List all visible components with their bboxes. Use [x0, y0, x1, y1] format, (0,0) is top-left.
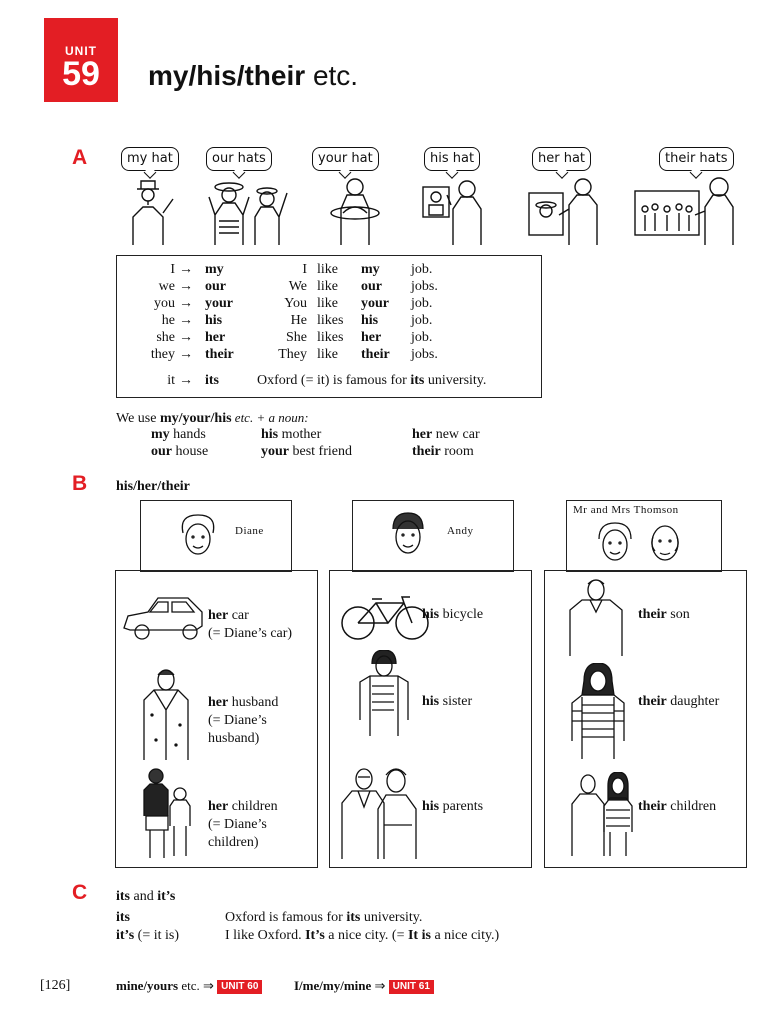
usage-text: mother — [278, 427, 322, 442]
item-text: children — [666, 799, 717, 814]
usage-intro-bold: my/your/his — [159, 411, 232, 426]
item-text: children — [228, 799, 278, 814]
pronoun-table — [116, 255, 542, 398]
object: job. — [411, 330, 433, 345]
item-bold: his — [422, 694, 440, 709]
pronoun: she — [156, 330, 175, 345]
its-term — [116, 910, 130, 926]
its-example-sentence — [225, 910, 422, 926]
usage-example — [412, 444, 474, 460]
pronoun: they — [150, 347, 175, 362]
its-example — [257, 372, 486, 390]
object: job. — [411, 313, 433, 328]
usage-bold: my — [151, 427, 170, 442]
cross-reference-2[interactable] — [294, 978, 434, 994]
andy-item-parents — [422, 798, 483, 816]
unit-label: UNIT — [65, 44, 97, 58]
section-b-letter: B — [72, 472, 88, 495]
item-text: parents — [439, 799, 484, 814]
usage-bold: our — [151, 444, 172, 459]
table-row — [117, 278, 537, 296]
subject: She — [286, 330, 307, 345]
verb: like — [317, 296, 338, 311]
sentence-bold: It is — [407, 928, 431, 943]
pronoun: you — [154, 296, 175, 311]
usage-text: room — [440, 444, 474, 459]
diane-label: Diane — [235, 525, 264, 537]
person-holding-hat-illustration — [331, 179, 379, 245]
subject: They — [278, 347, 307, 362]
heading-bold: it’s — [157, 889, 176, 904]
verb: like — [317, 262, 338, 277]
bubble-her-hat: her hat — [532, 147, 591, 171]
page-title — [148, 60, 358, 92]
item-bold: their — [638, 799, 667, 814]
bubble-his-hat: his hat — [424, 147, 480, 171]
possessive: my — [205, 262, 224, 277]
usage-intro-pre: We use — [116, 411, 160, 426]
possessive: his — [205, 313, 223, 328]
title-bold: my/his/their — [148, 60, 306, 91]
ref-rest: ⇒ — [371, 978, 386, 993]
possessive: our — [205, 279, 226, 294]
item-bold: his — [422, 799, 440, 814]
item-text: daughter — [666, 694, 720, 709]
sentence-mid: a nice city. (= — [324, 928, 408, 943]
arrow: → — [179, 296, 193, 311]
verb: like — [317, 347, 338, 362]
verb: likes — [317, 330, 344, 345]
object: job. — [411, 296, 433, 311]
sister-illustration — [354, 650, 412, 740]
thomson-namebox — [566, 500, 722, 572]
section-c-heading — [116, 889, 175, 905]
example-possessive: his — [361, 313, 379, 328]
thomson-label: Mr and Mrs Thomson — [573, 504, 679, 516]
example-possessive: our — [361, 279, 382, 294]
andy-namebox — [352, 500, 514, 572]
bicycle-illustration — [338, 593, 432, 643]
usage-example — [261, 427, 321, 443]
item-bold: her — [208, 695, 229, 710]
item-bold: their — [638, 694, 667, 709]
subject: We — [288, 279, 307, 294]
item-note: (= Diane’s children) — [208, 817, 267, 850]
diane-item-children — [208, 798, 308, 852]
item-text: son — [666, 607, 690, 622]
item-text: car — [228, 608, 249, 623]
unit-number: 59 — [62, 55, 100, 93]
usage-text: hands — [169, 427, 206, 442]
item-bold: her — [208, 799, 229, 814]
ref-bold: I/me/my/mine — [294, 978, 372, 993]
term-bold: its — [116, 910, 130, 925]
usage-bold: their — [412, 444, 441, 459]
andy-face-illustration — [385, 509, 431, 567]
man-with-picture-illustration — [423, 181, 481, 245]
cross-reference-1[interactable] — [116, 978, 262, 994]
usage-example — [261, 444, 352, 460]
possessive: her — [205, 330, 226, 345]
diane-face-illustration — [175, 511, 221, 567]
andy-label: Andy — [447, 525, 474, 537]
table-row — [117, 295, 537, 313]
arrow: → — [179, 330, 193, 345]
usage-intro — [116, 410, 309, 427]
sentence-bold: It’s — [305, 928, 325, 943]
usage-example — [412, 427, 480, 443]
item-note: (= Diane’s husband) — [208, 713, 267, 746]
its-example-bold: its — [410, 373, 425, 388]
arrow: → — [179, 347, 193, 362]
possessive: your — [205, 296, 233, 311]
pronoun: I — [170, 262, 175, 277]
thomson-children-illustration — [566, 772, 640, 858]
andy-item-bicycle — [422, 606, 483, 624]
bubble-your-hat: your hat — [312, 147, 379, 171]
possessive: its — [205, 373, 219, 388]
section-b-heading: his/her/their — [116, 479, 190, 494]
sentence-post: a nice city.) — [430, 928, 500, 943]
subject: You — [284, 296, 307, 311]
section-a-letter: A — [72, 146, 88, 169]
section-c-letter: C — [72, 881, 88, 904]
ref-bold: mine/yours — [116, 978, 179, 993]
example-possessive: their — [361, 347, 390, 362]
arrow: → — [179, 373, 193, 388]
diane-namebox — [140, 500, 292, 572]
diane-item-husband — [208, 694, 308, 748]
two-women-illustration — [209, 183, 287, 245]
page-number: [126] — [40, 978, 71, 993]
thomson-item-children — [638, 798, 716, 816]
item-bold: his — [422, 607, 440, 622]
thomson-faces-illustration — [593, 519, 693, 569]
ref-rest: etc. ⇒ — [178, 978, 214, 993]
verb: likes — [317, 313, 344, 328]
term-bold: it’s — [116, 928, 135, 943]
table-row — [117, 346, 537, 364]
usage-bold: your — [261, 444, 289, 459]
pronoun: we — [158, 279, 175, 294]
its-contraction-sentence — [225, 928, 499, 944]
title-rest: etc. — [305, 60, 359, 91]
item-text: husband — [228, 695, 279, 710]
car-illustration — [120, 590, 210, 646]
object: jobs. — [411, 347, 438, 362]
possessive: their — [205, 347, 234, 362]
table-row — [117, 312, 537, 330]
verb: like — [317, 279, 338, 294]
item-bold: their — [638, 607, 667, 622]
usage-bold: her — [412, 427, 433, 442]
sentence-pre: I like Oxford. — [225, 928, 306, 943]
parents-illustration — [336, 765, 422, 861]
sentence-mid: university. — [360, 910, 423, 925]
table-row — [117, 329, 537, 347]
man-with-hat-illustration — [133, 181, 173, 245]
family-picture-illustration — [635, 178, 733, 245]
item-bold: her — [208, 608, 229, 623]
object: jobs. — [411, 279, 438, 294]
usage-text: new car — [432, 427, 480, 442]
unit-60-link[interactable]: UNIT 60 — [217, 980, 262, 994]
arrow: → — [179, 313, 193, 328]
bubble-our-hats: our hats — [206, 147, 272, 171]
usage-example — [151, 444, 208, 460]
husband-illustration — [136, 665, 196, 763]
usage-text: best friend — [289, 444, 352, 459]
hat-illustrations — [115, 175, 755, 247]
example-possessive: her — [361, 330, 382, 345]
heading-bold: its — [116, 889, 130, 904]
arrow: → — [179, 262, 193, 277]
object: job. — [411, 262, 433, 277]
unit-61-link[interactable]: UNIT 61 — [389, 980, 434, 994]
its-example-pre: Oxford (= it) is famous for — [257, 373, 411, 388]
subject: I — [302, 262, 307, 277]
usage-example — [151, 427, 206, 443]
bubble-my-hat: my hat — [121, 147, 179, 171]
its-contraction-term — [116, 928, 179, 944]
heading-mid: and — [130, 889, 158, 904]
arrow: → — [179, 279, 193, 294]
usage-intro-italic: etc. + a noun: — [231, 410, 309, 425]
example-possessive: your — [361, 296, 389, 311]
unit-badge — [44, 18, 118, 102]
son-illustration — [566, 578, 626, 658]
usage-bold: his — [261, 427, 279, 442]
example-possessive: my — [361, 262, 380, 277]
sentence-pre: Oxford is famous for — [225, 910, 347, 925]
diane-children-illustration — [138, 766, 198, 862]
table-row — [117, 261, 537, 279]
usage-text: house — [172, 444, 209, 459]
daughter-illustration — [566, 663, 630, 763]
item-text: bicycle — [439, 607, 484, 622]
term-rest: (= it is) — [134, 928, 179, 943]
item-text: sister — [439, 694, 473, 709]
item-note: (= Diane’s car) — [208, 626, 293, 641]
woman-picture-illustration — [529, 179, 597, 245]
subject: He — [290, 313, 307, 328]
diane-item-car — [208, 607, 292, 643]
andy-item-sister — [422, 693, 472, 711]
its-example-post: university. — [424, 373, 487, 388]
bubble-their-hats: their hats — [659, 147, 734, 171]
sentence-bold: its — [346, 910, 361, 925]
pronoun: it — [167, 373, 175, 388]
thomson-item-daughter — [638, 693, 719, 711]
table-row-its — [117, 372, 537, 390]
pronoun: he — [161, 313, 175, 328]
thomson-item-son — [638, 606, 690, 624]
